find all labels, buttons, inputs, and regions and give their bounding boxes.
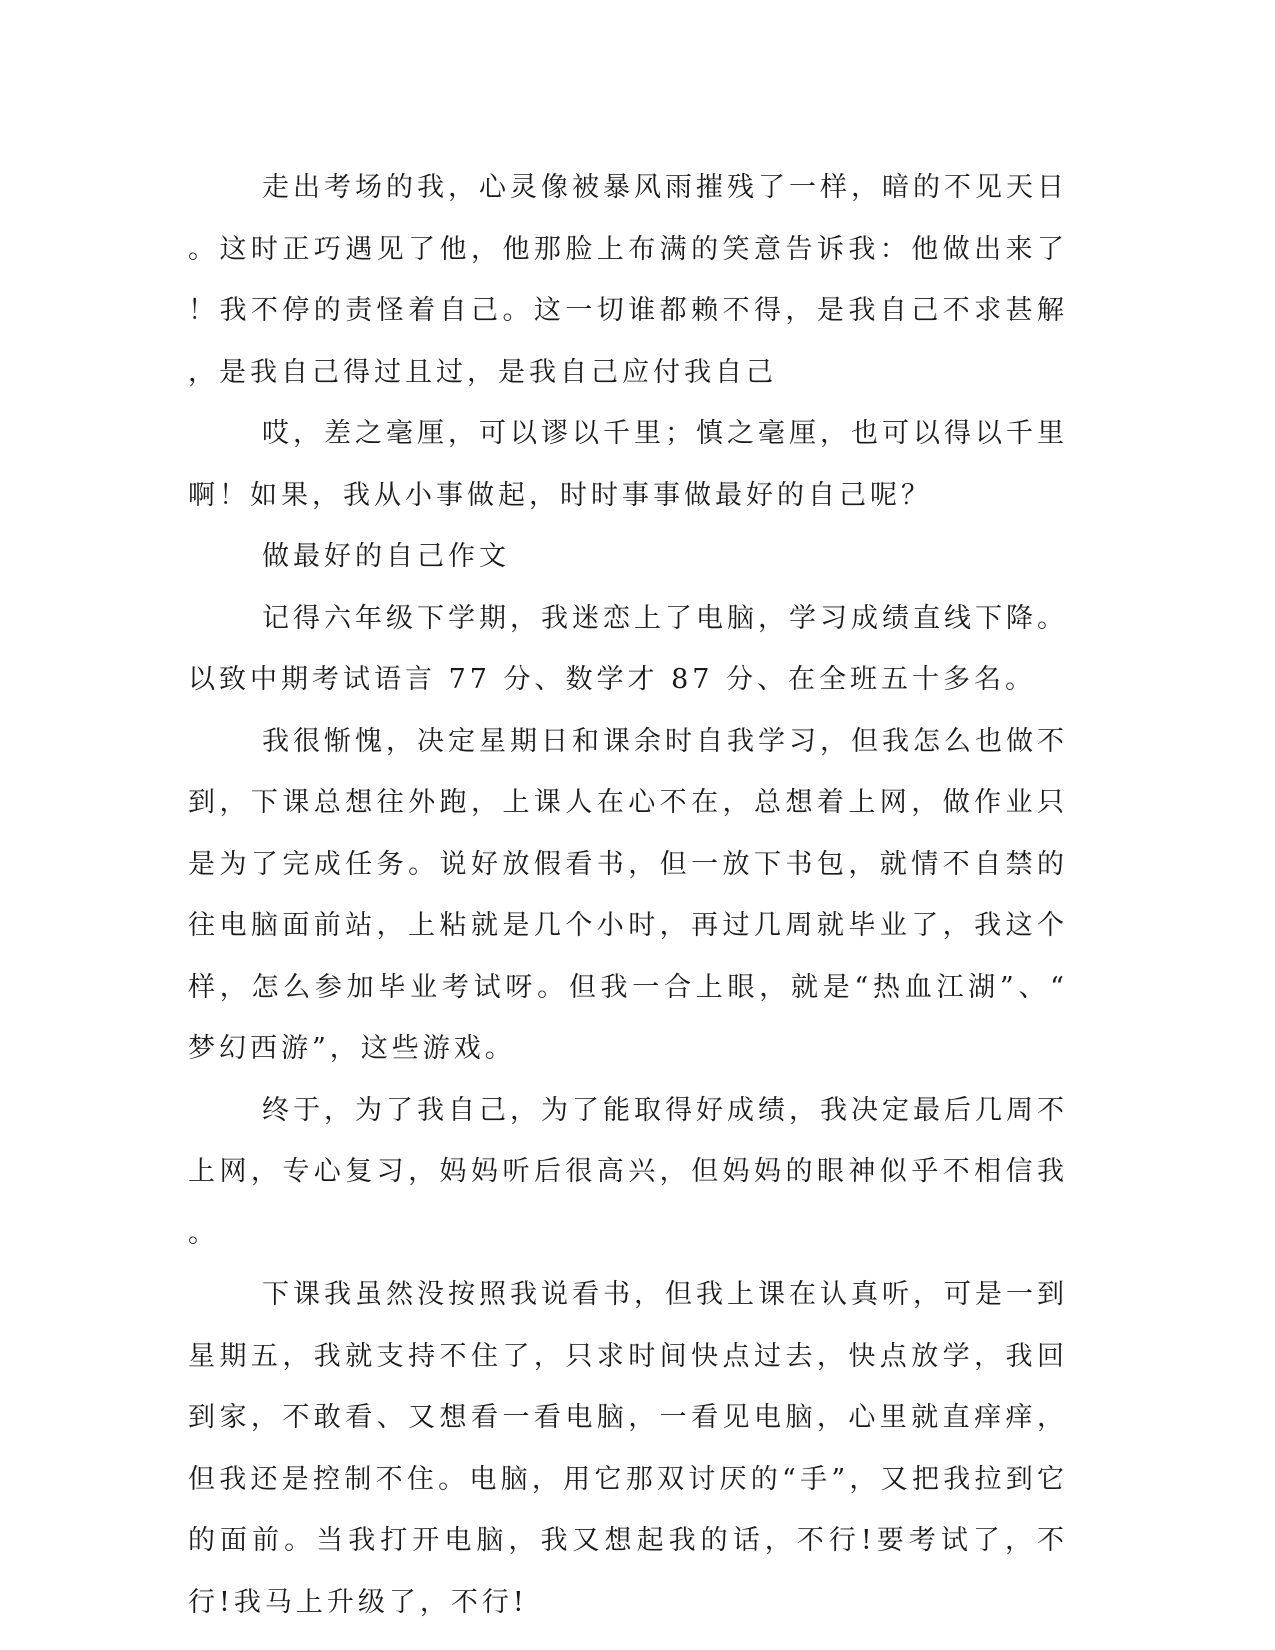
paragraph-computer-addiction: 记得六年级下学期，我迷恋上了电脑，学习成绩直线下降。以致中期考试语言 77 分、数学才 87 分、在全班五十多名。 bbox=[188, 602, 1068, 695]
essay-title: 做最好的自己作文 bbox=[262, 541, 510, 572]
paragraph-regret: 我很惭愧，决定星期日和课余时自我学习，但我怎么也做不到，下课总想往外跑，上课人在心不在，总想着上网，做作业只是为了完成任务。说好放假看书，但一放下书包，就情不自禁的往电脑面前站，上粘就是几个小时，再过几周就毕业了，我这个样，怎么参加毕业考试呀。但我一合上眼，就是“热血江湖”、“梦幻西游”，这些游戏。 bbox=[188, 725, 1068, 1064]
paragraph-struggle: 下课我虽然没按照我说看书，但我上课在认真听，可是一到星期五，我就支持不住了，只求时间快点过去，快点放学，我回到家，不敢看、又想看一看电脑，一看见电脑，心里就直痒痒，但我还是控制不住。电脑，用它那双讨厌的“手”，又把我拉到它的面前。当我打开电脑，我又想起我的话，不行!要考试了，不行!我马上升级了，不行! bbox=[188, 1279, 1068, 1618]
paragraph-decision: 终于，为了我自己，为了能取得好成绩，我决定最后几周不上网，专心复习，妈妈听后很高兴，但妈妈的眼神似乎不相信我。 bbox=[188, 1094, 1068, 1249]
paragraph-lesson: 哎，差之毫厘，可以谬以千里；慎之毫厘，也可以得以千里啊！如果，我从小事做起，时时事事做最好的自己呢？ bbox=[188, 418, 1068, 511]
document-body bbox=[188, 157, 1068, 1633]
paragraph-exam-reflection: 走出考场的我，心灵像被暴风雨摧残了一样，暗的不见天日。这时正巧遇见了他，他那脸上布满的笑意告诉我：他做出来了！我不停的责怪着自己。这一切谁都赖不得，是我自己不求甚解，是我自己得过且过，是我自己应付我自己 bbox=[188, 172, 1068, 388]
